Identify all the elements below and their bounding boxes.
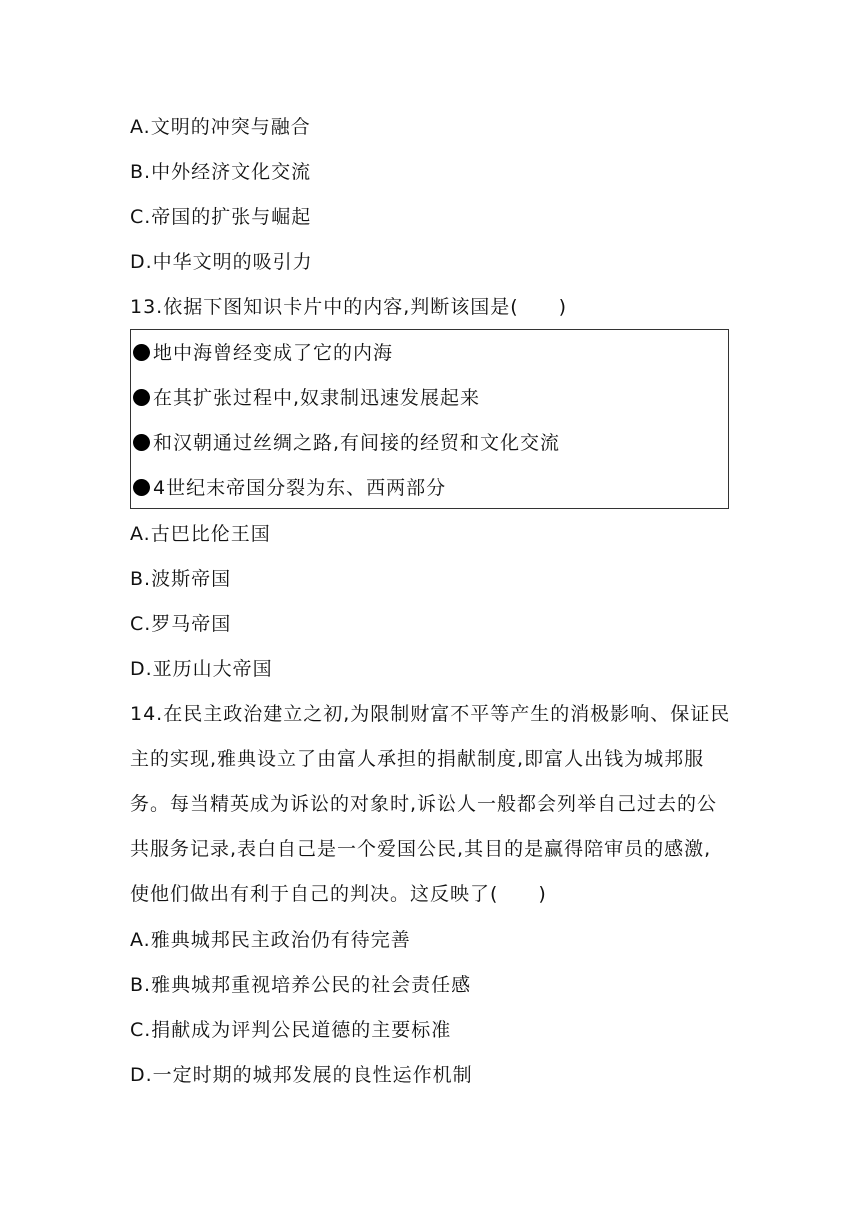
- bullet-icon: [133, 389, 150, 406]
- question-14-stem-line: 14.在民主政治建立之初,为限制财富不平等产生的消极影响、保证民: [130, 703, 731, 725]
- option-b: B.雅典城邦重视培养公民的社会责任感: [130, 974, 472, 996]
- question-14-stem-line: 主的实现,雅典设立了由富人承担的捐献制度,即富人出钱为城邦服: [130, 748, 705, 770]
- option-b: B.波斯帝国: [130, 568, 232, 590]
- card-item: 地中海曾经变成了它的内海: [133, 341, 393, 365]
- bullet-icon: [133, 434, 150, 451]
- bullet-icon: [133, 479, 150, 496]
- option-d: D.亚历山大帝国: [130, 658, 273, 680]
- card-item: 在其扩张过程中,奴隶制迅速发展起来: [133, 386, 480, 410]
- option-a: A.文明的冲突与融合: [130, 116, 311, 138]
- option-c: C.帝国的扩张与崛起: [130, 206, 312, 228]
- card-item: 4世纪末帝国分裂为东、西两部分: [133, 476, 446, 500]
- question-13-stem: 13.依据下图知识卡片中的内容,判断该国是( ): [130, 296, 568, 318]
- option-c: C.罗马帝国: [130, 613, 232, 635]
- question-14-stem-line: 使他们做出有利于自己的判决。这反映了( ): [130, 883, 547, 905]
- option-a: A.古巴比伦王国: [130, 523, 271, 545]
- question-14-stem-line: 务。每当精英成为诉讼的对象时,诉讼人一般都会列举自己过去的公: [130, 793, 718, 815]
- option-d: D.中华文明的吸引力: [130, 251, 313, 273]
- option-c: C.捐献成为评判公民道德的主要标准: [130, 1019, 452, 1041]
- option-a: A.雅典城邦民主政治仍有待完善: [130, 929, 411, 951]
- option-b: B.中外经济文化交流: [130, 161, 312, 183]
- knowledge-card: [130, 329, 729, 509]
- option-d: D.一定时期的城邦发展的良性运作机制: [130, 1064, 473, 1086]
- question-14-stem-line: 共服务记录,表白自己是一个爱国公民,其目的是赢得陪审员的感激,: [130, 838, 712, 860]
- bullet-icon: [133, 344, 150, 361]
- card-item: 和汉朝通过丝绸之路,有间接的经贸和文化交流: [133, 431, 560, 455]
